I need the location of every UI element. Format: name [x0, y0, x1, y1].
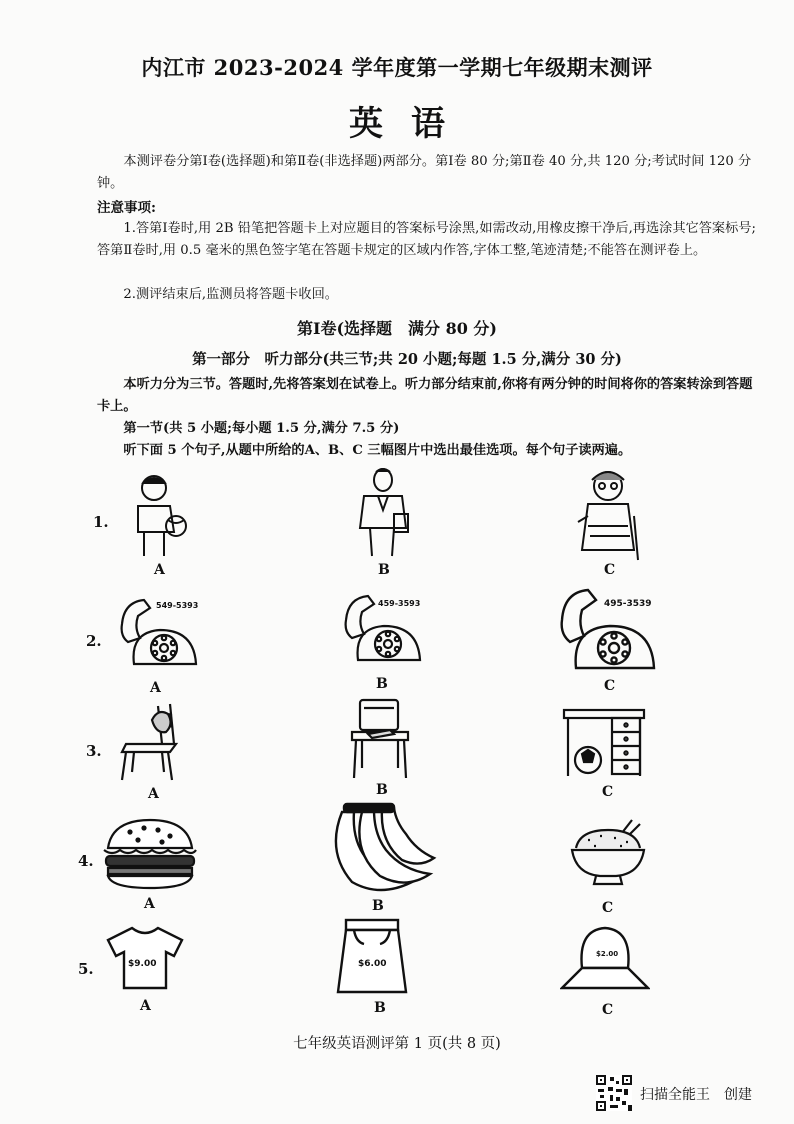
- telephone-icon: [114, 594, 206, 670]
- option-label: A: [148, 786, 159, 802]
- option-label: A: [144, 896, 155, 912]
- exam-title: 内江市 2023-2024 学年度第一学期七年级期末测评: [141, 55, 653, 80]
- option-label: B: [376, 676, 388, 692]
- notice-item-2: 2.测评结束后,监测员将答题卡收回。: [123, 287, 338, 302]
- exam-intro: 本测评卷分第Ⅰ卷(选择题)和第Ⅱ卷(非选择题)两部分。第Ⅰ卷 80 分;第Ⅱ卷 40 分,共 120 分;考试时间 120 分钟。: [97, 154, 752, 191]
- option-label: C: [602, 784, 614, 800]
- phone-number: 549-5393: [156, 601, 199, 610]
- chair-with-bag-icon: [118, 700, 190, 782]
- question-number: 4.: [78, 852, 94, 870]
- option-label: B: [374, 1000, 386, 1016]
- hamburger-icon: [100, 818, 200, 890]
- option-label: B: [376, 782, 388, 798]
- price-tag: $2.00: [596, 950, 619, 958]
- option-label: B: [372, 898, 384, 914]
- section1-instruction: 听下面 5 个句子,从题中所给的A、B、C 三幅图片中选出最佳选项。每个句子读两遍。: [123, 443, 632, 458]
- option-label: A: [150, 680, 161, 696]
- question-number: 5.: [78, 960, 94, 978]
- section-title: 第一部分 听力部分(共三节;共 20 小题;每题 1.5 分,满分 30 分): [192, 351, 622, 368]
- subject-title: 英语: [349, 104, 473, 144]
- chair-with-book-icon: [346, 696, 416, 780]
- page-footer: 七年级英语测评第 1 页(共 8 页): [293, 1036, 501, 1052]
- rice-bowl-icon: [570, 818, 646, 888]
- option-label: B: [378, 562, 390, 578]
- option-label: C: [602, 900, 614, 916]
- price-tag: $9.00: [128, 959, 157, 969]
- t-shirt-icon: [104, 924, 186, 990]
- option-label: C: [602, 1002, 614, 1018]
- qr-code-icon: [596, 1075, 632, 1111]
- phone-number: 495-3539: [604, 599, 652, 609]
- notice-item-1: 1.答第Ⅰ卷时,用 2B 铅笔把答题卡上对应题目的答案标号涂黑,如需改动,用橡皮擦干净后,再选涂其它答案标号;答第Ⅱ卷时,用 0.5 毫米的黑色签字笔在答题卡规定的区域内作答,字体工整,笔迹清楚;不能答在测评卷上。: [97, 221, 756, 258]
- option-label: A: [140, 998, 151, 1014]
- skirt-icon: [334, 918, 410, 994]
- notice-heading: 注意事项:: [97, 200, 156, 216]
- hat-icon: [560, 924, 650, 994]
- telephone-icon: [554, 584, 664, 674]
- option-label: A: [154, 562, 165, 578]
- option-label: C: [604, 678, 616, 694]
- desk-with-ball-icon: [562, 706, 646, 778]
- option-label: C: [604, 562, 616, 578]
- old-woman-with-cane-icon: [570, 466, 646, 562]
- listening-intro: 本听力分为三节。答题时,先将答案划在试卷上。听力部分结束前,你将有两分钟的时间将你的答案转涂到答题卡上。: [97, 377, 753, 414]
- question-number: 3.: [86, 742, 102, 760]
- bananas-icon: [322, 802, 438, 898]
- telephone-icon: [338, 590, 430, 666]
- boy-with-ball-icon: [128, 470, 192, 558]
- phone-number: 459-3593: [378, 599, 421, 608]
- part-title: 第Ⅰ卷(选择题 满分 80 分): [296, 319, 498, 338]
- scanner-watermark: 扫描全能王 创建: [640, 1087, 752, 1103]
- man-in-suit-icon: [350, 466, 416, 558]
- question-number: 2.: [86, 632, 102, 650]
- section1-title: 第一节(共 5 小题;每小题 1.5 分,满分 7.5 分): [123, 421, 400, 436]
- price-tag: $6.00: [358, 959, 387, 969]
- question-number: 1.: [93, 513, 109, 531]
